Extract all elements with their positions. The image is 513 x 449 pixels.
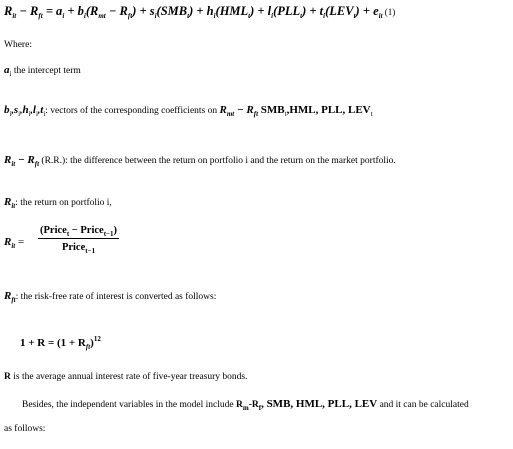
def-a-sub: i: [9, 70, 12, 78]
rr-text: : the difference between the return on portfolio i and the return on the market portfolio.: [65, 156, 396, 166]
def-R: [4, 372, 247, 382]
def-R-text: is the average annual interest rate of five-year treasury bonds.: [10, 372, 248, 382]
coef-l: l: [32, 104, 36, 116]
eq2-a: 1 + R = (1 + R: [20, 337, 86, 349]
coef-rm-sub: mt: [226, 110, 235, 118]
coef-h: h: [22, 104, 29, 116]
frac-eq: =: [15, 236, 25, 248]
coef-b-sub: i: [9, 110, 12, 118]
frac-lhs-sub: it: [11, 242, 16, 250]
coef-pll-lev: , PLL, LEV: [315, 104, 371, 116]
conversion-equation: [20, 337, 101, 349]
besides-paragraph: [22, 398, 469, 410]
eq-term-h-body: (HML: [215, 4, 249, 18]
coef-minus: − R: [234, 104, 254, 116]
eq-term-e: ) + e: [355, 4, 379, 18]
rr-r: R: [4, 154, 12, 166]
eq-term-t: ) + t: [302, 4, 324, 18]
eq-term-b-body: (R: [85, 4, 99, 18]
frac-den-sub: t−1: [85, 247, 96, 255]
eq-term-l-body: (PLL: [273, 4, 301, 18]
frac-lhs: R: [4, 236, 12, 248]
rft-text: : the risk-free rate of interest is converted as follows:: [15, 292, 217, 302]
fraction-denominator: [38, 239, 119, 253]
coef-b: b: [4, 104, 10, 116]
coef-smb-sub: t: [284, 110, 287, 118]
frac-num-c: ): [113, 225, 118, 236]
rr-paren: (R.R.): [39, 156, 66, 166]
coef-comma-1: ,: [11, 106, 14, 116]
eq-t4: t: [353, 12, 356, 20]
eq-lhs-sub: it: [12, 12, 17, 20]
equation-number: (1): [382, 7, 396, 17]
def-intercept: [4, 64, 81, 76]
fraction-numerator: [38, 225, 119, 239]
eq-l-sub: i: [271, 12, 274, 20]
def-risk-free: [4, 290, 216, 302]
def-R-sym: R: [4, 372, 11, 382]
coef-t-sub: i: [43, 110, 46, 118]
fraction-lhs: [4, 236, 24, 248]
coef-s: s: [13, 104, 19, 116]
eq-lhs: R: [4, 4, 13, 18]
frac-num-a: (Price: [40, 225, 67, 236]
rft-sub: ft: [11, 296, 16, 304]
coef-rm: R: [219, 104, 227, 116]
frac-num-a-sub: t: [66, 230, 70, 238]
frac-num-b-sub: t−1: [103, 230, 114, 238]
coef-hml: ,HML: [286, 104, 316, 116]
as-follows: as follows:: [4, 424, 46, 434]
frac-num-b: − Price: [69, 225, 104, 236]
frac-den: Price: [61, 242, 86, 253]
coef-text: : vectors of the corresponding coefficients on: [45, 106, 220, 116]
besides-rr-dash: -R: [248, 400, 259, 410]
eq-rf-sub-2: ft: [127, 12, 133, 20]
eq-tt-sub: i: [323, 12, 326, 20]
eq2-sub: ft: [85, 343, 91, 351]
eq-term-b: + b: [64, 4, 84, 18]
eq-t2: t: [248, 12, 251, 20]
coef-comma-3: ,: [30, 106, 33, 116]
coef-s-sub: i: [18, 110, 21, 118]
besides-rr-sub2: f: [258, 404, 262, 412]
def-excess-return: [4, 154, 396, 166]
eq-sign: = a: [42, 4, 63, 18]
coef-t: t: [40, 104, 44, 116]
besides-rr: R: [235, 400, 243, 410]
eq-term-t-body: (LEV: [325, 4, 354, 18]
def-coefficients: [4, 104, 373, 116]
besides-vars: , SMB, HML, PLL, LEV: [261, 398, 378, 410]
rr-minus: − R: [15, 154, 35, 166]
eq-t1: t: [187, 12, 190, 20]
coef-comma-4: ,: [37, 106, 41, 116]
besides-text: Besides, the independent variables in the model include: [22, 400, 236, 410]
coef-smb: SMB: [258, 104, 285, 116]
eq-term-l: ) + l: [250, 4, 272, 18]
eq-term-b-close: ) + s: [132, 4, 155, 18]
eq-term-s: (SMB: [156, 4, 188, 18]
eq-s-sub: i: [154, 12, 157, 20]
coef-comma-2: ,: [20, 106, 23, 116]
eq-b-sub: i: [83, 12, 86, 20]
eq-minus-rf: − R: [19, 4, 39, 18]
eq-e-sub: it: [378, 12, 383, 20]
eq2-sup: 12: [93, 335, 101, 343]
eq-rf-sub: ft: [38, 12, 43, 20]
eq-a-sub: i: [62, 12, 65, 20]
where-label: Where:: [4, 40, 32, 50]
rit-sym: R: [4, 196, 12, 208]
besides-rr-sub: m: [242, 404, 249, 412]
eq-rm-sub: mt: [98, 12, 106, 20]
rft-sym: R: [4, 290, 12, 302]
coef-rf-sub: ft: [253, 110, 259, 118]
coef-end-sub: t: [370, 110, 373, 118]
def-a-sym: a: [4, 64, 10, 76]
main-equation: [4, 4, 395, 19]
coef-h-sub: i: [28, 110, 31, 118]
besides-tail: and it can be calculated: [377, 400, 469, 410]
rr-rf-sub: ft: [34, 160, 40, 168]
def-return: [4, 196, 112, 208]
eq-term-h: ) + h: [189, 4, 214, 18]
rit-text: : the return on portfolio i,: [15, 198, 112, 208]
def-a-text: the intercept term: [11, 66, 81, 76]
eq-t3: t: [300, 12, 303, 20]
return-fraction: [38, 225, 119, 253]
rr-r-sub: it: [11, 160, 16, 168]
eq2-b: ): [90, 337, 94, 349]
eq-term-b-rest: − R: [105, 4, 128, 18]
rit-sub: it: [11, 202, 16, 210]
eq-h-sub: i: [213, 12, 216, 20]
coef-l-sub: i: [35, 110, 38, 118]
